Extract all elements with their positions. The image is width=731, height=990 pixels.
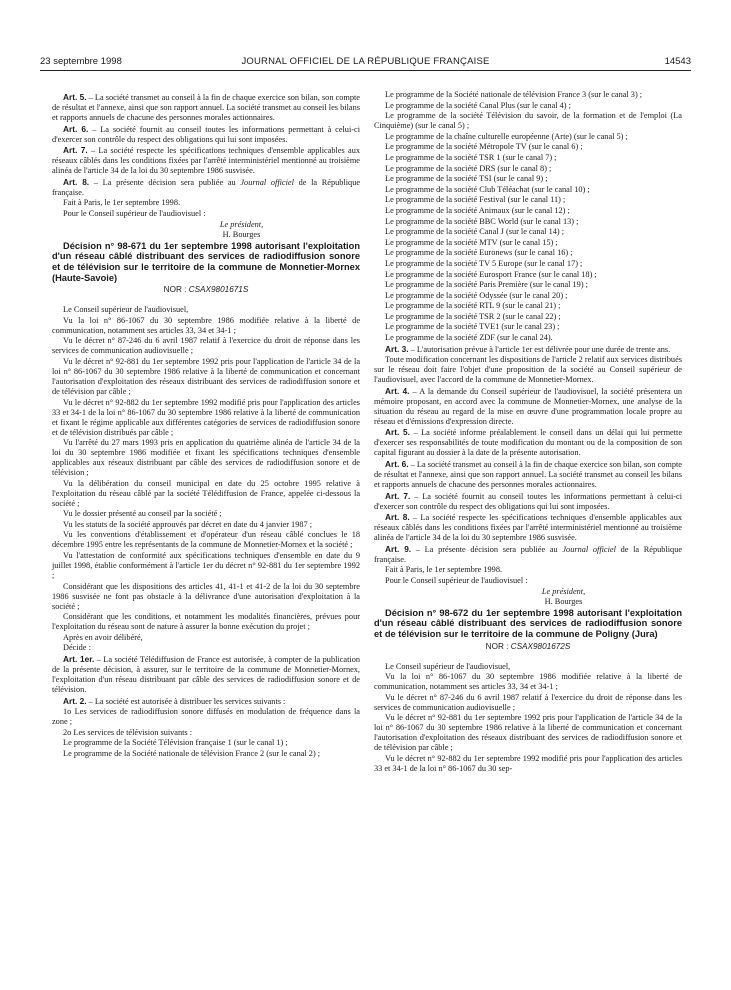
programme-item: Le programme de la société Métropole TV (sur le canal 6) ; [385,142,583,152]
decision-title: Décision n° 98-672 du 1er septembre 1998 autorisant l'exploitation d'un réseau câblé distribuant des services de radiodiffusion sonore et de télévision sur le territoire de la commune de Poligny (Jura) [374,607,682,639]
considerant: Vu l'attestation de conformité aux spécifications techniques d'ensemble en date du 9 juillet 1998, établie conformément à l'article 1er du décret n° 92-881 du 1er septembre 1992 ; [52,551,360,581]
considerant: Vu le décret n° 87-246 du 6 avril 1987 relatif à l'exercice du droit de réponse dans les services de communication audiovisuelle ; [374,692,682,712]
considerant: Considérant que les dispositions des articles 41, 41-1 et 41-2 de la loi du 30 septembre 1986 susvisée ne font pas obstacle à la délivrance d'une autorisation d'exploitation à la société ; [52,581,360,611]
considerant: Considérant que les conditions, et notamment les modalités financières, prévues pour l'exploitation du réseau sont de nature à assurer la bonne exécution du projet ; [52,612,360,632]
programme-item: Le programme de la société Festival (sur le canal 11) ; [385,195,566,205]
considerant: Vu les statuts de la société approuvés par décret en date du 4 janvier 1987 ; [63,519,313,529]
nor-reference: NOR : CSAX9801671S [163,285,249,295]
considerant: Vu le décret n° 92-881 du 1er septembre 1992 pris pour l'application de l'article 34 de la loi n° 86-1067 du 30 septembre 1986 relative à la liberté de communication et concernant l'autorisation d'exploitation des réseaux distribuant des services de radiodiffusion sonore et de télévision par câble ; [374,713,682,753]
programme-item: Le programme de la société TSI (sur le canal 9) ; [385,174,548,184]
list-item: Le programme de la Société nationale de télévision France 2 (sur le canal 2) ; [63,749,321,758]
considerant: Vu le décret n° 92-881 du 1er septembre 1992 pris pour l'application de l'article 34 de la loi n° 86-1067 du 30 septembre 1986 relative à la liberté de communication et concernant l'autorisation d'exploitation des réseaux distribuant des services de radiodiffusion sonore et de télévision par câble ; [52,356,360,396]
article-6: Art. 6. – La société fournit au conseil toutes les informations permettant à celui-ci d'exercer son contrôle du respect des obligations qui lui sont imposées. [52,123,361,144]
article-8: Art. 8. – La présente décision sera publiée au Journal officiel de la République française. [52,176,361,197]
article-7: Art. 7. – La société respecte les spécifications techniques d'ensemble applicables aux réseaux câblés dans les conditions fixées par l'arrêté interministériel mentionné au troisième alinéa de l'article 34 de la loi du 30 septembre 1986 susvisée. [52,145,360,176]
considerant: Vu le dossier présenté au conseil par la société ; [63,509,222,519]
left-column [52,92,360,760]
journal-title: JOURNAL OFFICIEL DE LA RÉPUBLIQUE FRANÇAISE [241,56,490,67]
programme-item: Le programme de la chaîne culturelle européenne (Arte) (sur le canal 5) ; [385,131,628,141]
signature-role: Le président, [541,586,586,596]
programme-item: Le programme de la société ZDF (sur le canal 24). [385,333,553,343]
article-5: Art. 5. – La société informe préalablement le conseil dans un délai qui lui permette d'exercer ses responsabilités de toute modification du montant ou de la composition de son capital figurant au dossier à la date de la présente autorisation. [374,427,682,458]
programme-item: Le programme de la société Odyssée (sur le canal 20) ; [385,290,568,300]
article-2: Art. 2. – La société est autorisée à distribuer les services suivants : [63,695,286,706]
article-4: Art. 4. – A la demande du Conseil supérieur de l'audiovisuel, la société présentera un mémoire proposant, en accord avec la commune de Monnetier-Mornex, une analyse de la situation du réseau au regard de la mise en œuvre d'une programmation locale propre au réseau et d'émissions d'expression directe. [374,385,683,426]
programme-item: Le programme de la société Paris Première (sur le canal 19) ; [385,280,588,290]
article-1: Art. 1er. – La société Télédiffusion de France est autorisée, à compter de la publication de la présente décision, à assurer, sur le territoire de la commune de Monnetier-Mornex, l'exploitation d'un réseau distribuant par câble des services de radiodiffusion sonore et de télévision. [52,654,360,695]
signature-name: H. Bourges [544,597,583,607]
programme-item: Le programme de la société MTV (sur le canal 15) ; [385,237,558,247]
considerant: Vu le décret n° 92-882 du 1er septembre 1992 modifié pris pour l'application des articles 33 et 34-1 de la loi n° 86-1067 du 30 septembre 1986 relative à la liberté de communication et fixant le régime applicable aux différentes catégories de services de radiodiffusion sonore et de télévision distribués par câble ; [52,397,360,437]
decision-title: Décision n° 98-671 du 1er septembre 1998 autorisant l'exploitation d'un réseau câblé distribuant des services de radiodiffusion sonore et de télévision sur le territoire de la commune de Monnetier-Mornex (Haute-Savoie) [52,240,360,283]
article-6: Art. 6. – La société transmet au conseil à la fin de chaque exercice son bilan, son compte de résultat et l'annexe, ainsi que son rapport annuel. La société transmet au conseil les bilans et rapports annuels de chacune des personnes morales actionnaires. [374,459,682,490]
nor-reference: NOR : CSAX9801672S [485,641,571,651]
page-number: 14543 [664,56,691,67]
considerant: Vu le décret n° 92-882 du 1er septembre 1992 modifié pris pour l'application des articles 33 et 34-1 de la loi n° 86-1067 du 30 sep- [374,753,682,773]
list-item: 2o Les services de télévision suivants : [63,727,193,737]
list-item: 1o Les services de radiodiffusion sonore diffusés en modulation de fréquence dans la zone ; [52,707,360,727]
programme-item: Le programme de la société TVE1 (sur le canal 23) ; [385,322,560,332]
programme-item: Le programme de la société Canal Plus (sur le canal 4) ; [385,100,571,110]
article-3: Art. 3. – L'autorisation prévue à l'article 1er est délivrée pour une durée de trente ans. [385,343,671,354]
signature-name: H. Bourges [222,230,261,240]
considerant: Le Conseil supérieur de l'audiovisuel, [385,661,511,671]
signature-role: Le président, [219,219,264,229]
article-7: Art. 7. – La société fournit au conseil toutes les informations permettant à celui-ci d'exercer son contrôle du respect des obligations qui lui sont imposées. [374,490,683,511]
header-rule [40,70,691,71]
considerant: Vu le décret n° 87-246 du 6 avril 1987 relatif à l'exercice du droit de réponse dans les services de communication audiovisuelle ; [52,336,360,356]
considerant: Vu la délibération du conseil municipal en date du 25 octobre 1995 relative à l'exploitation du réseau câblé par la société Télédiffusion de France, appelée ci-dessous la société ; [52,478,360,508]
programme-item: Le programme de la société BBC World (sur le canal 13) ; [385,216,579,226]
signature-for: Pour le Conseil supérieur de l'audiovisuel : [385,576,528,585]
considerant: Vu la loi n° 86-1067 du 30 septembre 1986 modifiée relative à la liberté de communication, notamment ses articles 33, 34 et 34-1 ; [52,315,360,335]
article-8: Art. 8. – La société respecte les spécifications techniques d'ensemble applicables aux réseaux câblés dans les conditions fixées par l'arrêté interministériel mentionné au troisième alinéa de l'article 34 de la loi du 30 septembre 1986 susvisée. [374,512,682,543]
programme-item: Le programme de la société DRS (sur le canal 8) ; [385,163,552,173]
list-item: Le programme de la Société Télévision française 1 (sur le canal 1) ; [63,738,288,748]
programme-item: Le programme de la société TV 5 Europe (sur le canal 17) ; [385,258,583,268]
programme-item: Le programme de la société Eurosport France (sur le canal 18) ; [385,269,597,279]
right-column [374,90,682,775]
considerant: Vu la loi n° 86-1067 du 30 septembre 1986 modifiée relative à la liberté de communication, notamment ses articles 33, 34 et 34-1 ; [374,672,682,692]
programme-item: Le programme de la société Animaux (sur le canal 12) ; [385,205,570,215]
considerant: Après en avoir délibéré, [63,632,143,642]
considerant: Le Conseil supérieur de l'audiovisuel, [63,305,189,315]
considerant: Vu les conventions d'établissement et d'opérateur d'un réseau câblé conclues le 18 décembre 1995 entre les représentants de la commune de Monnetier-Mornex et la société ; [52,530,360,550]
article-9: Art. 9. – La présente décision sera publiée au Journal officiel de la République française. [374,543,683,564]
programme-item: Le programme de la société Canal J (sur le canal 14) ; [385,227,565,237]
article-5: Art. 5. – La société transmet au conseil à la fin de chaque exercice son bilan, son compte de résultat et l'annexe, ainsi que son rapport annuel. La société transmet au conseil les bilans et rapports annuels de chacune des personnes morales actionnaires. [52,92,360,122]
programme-item: Le programme de la Société nationale de télévision France 3 (sur le canal 3) ; [385,90,643,99]
programme-item: Le programme de la société TSR 1 (sur le canal 7) ; [385,152,557,162]
programme-item: Le programme de la société Euronews (sur le canal 16) ; [385,248,573,258]
signature-place-date: Fait à Paris, le 1er septembre 1998. [63,198,181,208]
programme-item: Le programme de la société Télévision du savoir, de la formation et de l'emploi (La Cinquième) (sur le canal 5) ; [374,111,682,131]
header-date: 23 septembre 1998 [40,56,122,67]
programme-item: Le programme de la société Club Téléachat (sur le canal 10) ; [385,184,590,194]
programme-item: Le programme de la société TSR 2 (sur le canal 22) ; [385,311,561,321]
signature-place-date: Fait à Paris, le 1er septembre 1998. [385,565,503,575]
signature-for: Pour le Conseil supérieur de l'audiovisuel : [63,208,206,218]
decide-heading: Décide : [63,643,91,653]
article-3-paragraph: Toute modification concernant les dispositions de l'article 2 relatif aux services distribués sur le réseau doit faire l'objet d'une proposition de la société au Conseil supérieur de l'audiovisuel, avec l'accord de la commune de Monnetier-Mornex. [374,355,682,385]
programme-item: Le programme de la société RTL 9 (sur le canal 21) ; [385,301,561,311]
considerant: Vu l'arrêté du 27 mars 1993 pris en application du quatrième alinéa de l'article 34 de la loi du 30 septembre 1986 modifiée et fixant les spécifications techniques d'ensemble applicables aux réseaux distribuant par câble des services de radiodiffusion sonore et de télévision ; [52,438,360,478]
